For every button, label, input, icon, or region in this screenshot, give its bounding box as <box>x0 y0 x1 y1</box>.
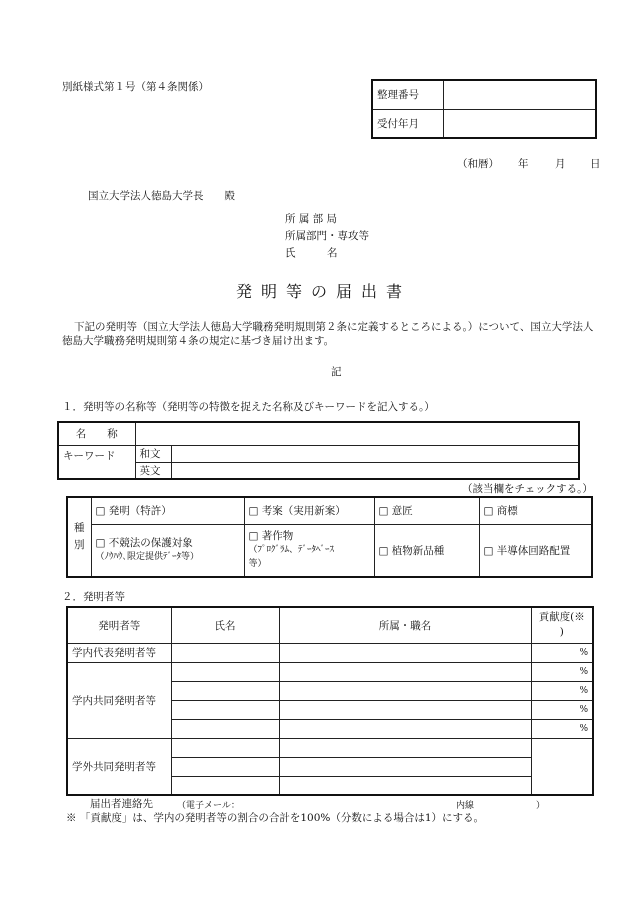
type-label: 種 別 <box>67 497 91 577</box>
header-contribution: 貢献度(※ ) <box>531 607 593 643</box>
type-trademark-checkbox[interactable]: □ 商標 <box>479 497 592 524</box>
header-affiliation: 所属・職名 <box>279 607 531 643</box>
date-era: （和暦） <box>457 158 499 170</box>
received-date-label: 受付年月 <box>372 109 443 138</box>
inventor-name-field[interactable] <box>171 757 279 776</box>
inventors-table <box>66 606 594 796</box>
role-external: 学外共同発明者等 <box>67 738 171 795</box>
inventor-name-field[interactable] <box>171 738 279 757</box>
received-date-field[interactable] <box>443 109 596 138</box>
keyword-label: キーワード <box>58 445 135 479</box>
type-design-checkbox[interactable]: □ 意匠 <box>374 497 479 524</box>
type-copyright-line1: □ 著作物 <box>248 530 294 543</box>
inventor-affiliation-field[interactable] <box>279 776 531 795</box>
note-heading: 記 <box>331 366 342 378</box>
keyword-english-field[interactable] <box>171 462 579 479</box>
keyword-japanese-field[interactable] <box>171 445 579 462</box>
contribution-percent[interactable]: % <box>531 662 593 681</box>
intro-text: 下記の発明等（国立大学法人徳島大学職務発明規則第２条に定義するところによる。）について、国立大学法人徳島大学職務発明規則第４条の規定に基づき届け出ます。 <box>62 321 594 347</box>
role-representative: 学内代表発明者等 <box>67 643 171 662</box>
keyword-english-label: 英文 <box>135 462 171 479</box>
date-month: 月 <box>555 158 566 170</box>
type-copyright-checkbox[interactable] <box>244 524 374 577</box>
type-plant-checkbox[interactable]: □ 植物新品種 <box>374 524 479 577</box>
name-label: 氏 名 <box>285 247 338 259</box>
check-note: （該当欄をチェックする。） <box>462 483 593 495</box>
invention-name-table <box>57 421 580 480</box>
section2-heading: ２．発明者等 <box>62 591 125 603</box>
inventor-affiliation-field[interactable] <box>279 700 531 719</box>
reference-no-label: 整理番号 <box>372 80 443 109</box>
section1-heading: １．発明等の名称等（発明等の特徴を捉えた名称及びキーワードを記入する。） <box>62 401 435 413</box>
keyword-japanese-label: 和文 <box>135 445 171 462</box>
inventor-affiliation-field[interactable] <box>279 643 531 662</box>
contribution-percent[interactable]: % <box>531 681 593 700</box>
date-day: 日 <box>590 158 601 170</box>
footnote: ※ 「貢献度」は、学内の発明者等の割合の合計を100%（分数による場合は1）にする。 <box>66 812 485 824</box>
type-patent-checkbox[interactable]: □ 発明（特許） <box>91 497 244 524</box>
header-role: 発明者等 <box>67 607 171 643</box>
reference-no-field[interactable] <box>443 80 596 109</box>
type-copyright-line2: （ﾌﾟﾛｸﾞﾗﾑ、ﾃﾞｰﾀﾍﾞｰｽ <box>248 545 335 556</box>
header-name: 氏名 <box>171 607 279 643</box>
title-label: 名 称 <box>58 422 135 445</box>
inventor-affiliation-field[interactable] <box>279 662 531 681</box>
date-year: 年 <box>518 158 529 170</box>
department-label: 所 属 部 局 <box>285 213 338 225</box>
inventor-name-field[interactable] <box>171 662 279 681</box>
inventor-affiliation-field[interactable] <box>279 681 531 700</box>
addressee: 国立大学法人徳島大学長 殿 <box>88 190 235 202</box>
inventor-affiliation-field[interactable] <box>279 757 531 776</box>
inventor-affiliation-field[interactable] <box>279 719 531 738</box>
title-field[interactable] <box>135 422 579 445</box>
invention-type-table <box>66 496 593 578</box>
type-unfair-competition-checkbox[interactable] <box>91 524 244 577</box>
type-unfair-line1: □ 不競法の保護対象 <box>95 537 193 550</box>
contribution-percent[interactable]: % <box>531 719 593 738</box>
page-title: 発明等の届出書 <box>236 282 412 301</box>
contribution-percent[interactable]: % <box>531 643 593 662</box>
contribution-percent[interactable]: % <box>531 700 593 719</box>
type-utility-checkbox[interactable]: □ 考案（実用新案） <box>244 497 374 524</box>
inventor-name-field[interactable] <box>171 719 279 738</box>
type-circuit-checkbox[interactable]: □ 半導体回路配置 <box>479 524 592 577</box>
inventor-name-field[interactable] <box>171 681 279 700</box>
contact-label: 届出者連絡先 <box>90 798 153 810</box>
inventor-affiliation-field[interactable] <box>279 738 531 757</box>
inventor-name-field[interactable] <box>171 776 279 795</box>
contact-close: ） <box>536 801 546 811</box>
admin-box <box>371 79 597 139</box>
type-unfair-line2: （ﾉｳﾊｳ､限定提供ﾃﾞｰﾀ等） <box>95 552 200 563</box>
role-internal: 学内共同発明者等 <box>67 662 171 738</box>
contact-extension[interactable]: 内線 <box>456 801 475 811</box>
form-id: 別紙様式第１号（第４条関係） <box>62 81 209 93</box>
contact-email[interactable]: （電子メール： <box>177 801 240 811</box>
inventor-name-field[interactable] <box>171 700 279 719</box>
external-contribution-cell <box>531 738 593 795</box>
division-label: 所属部門・専攻等 <box>285 230 369 242</box>
inventor-name-field[interactable] <box>171 643 279 662</box>
type-copyright-line3: 等） <box>248 559 267 570</box>
